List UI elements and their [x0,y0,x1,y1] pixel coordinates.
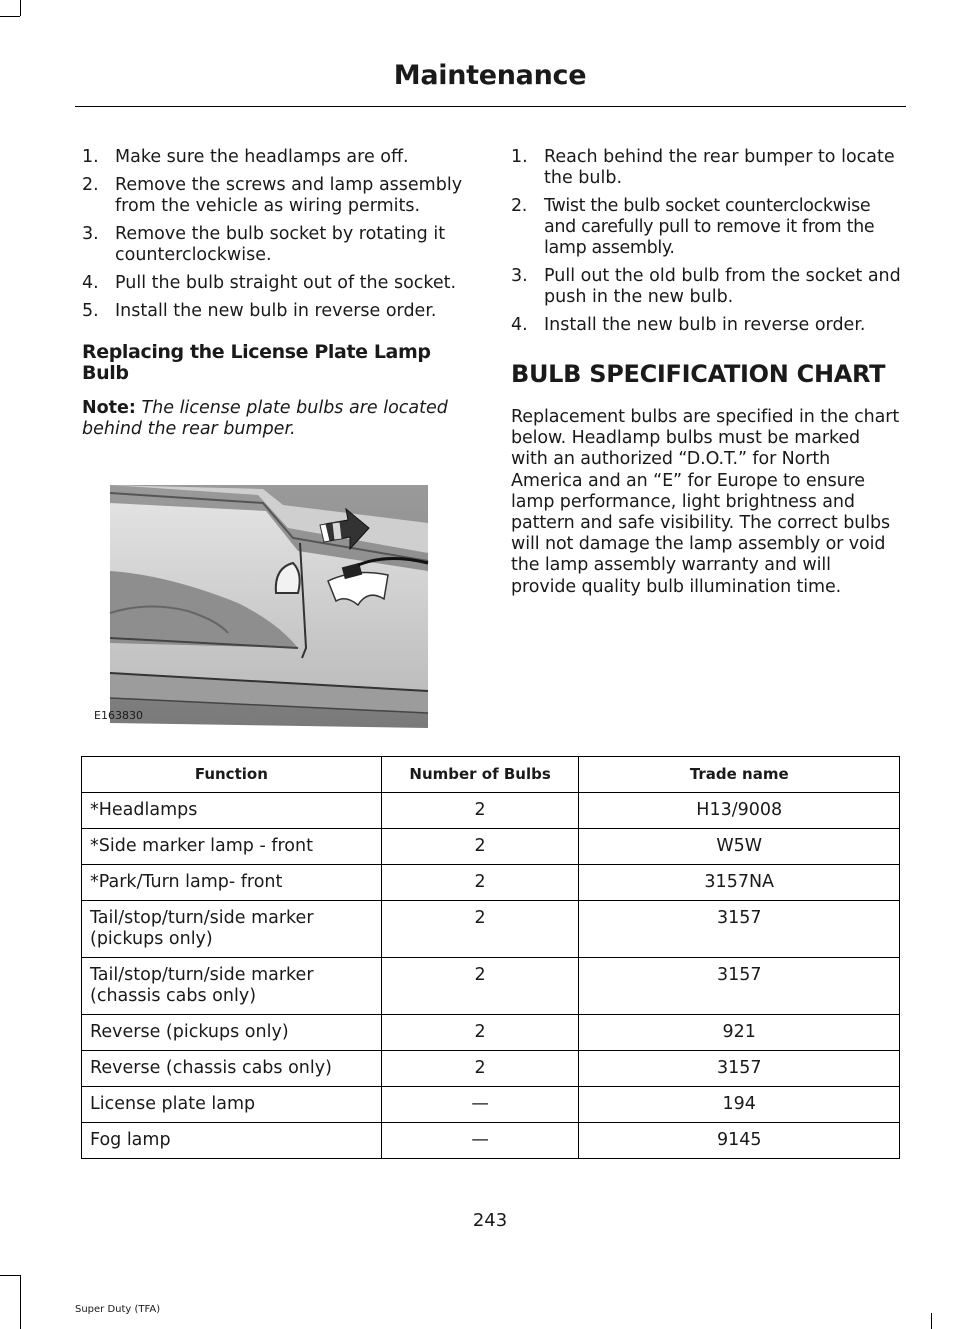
crop-mark [20,0,21,16]
table-row [82,1123,900,1159]
list-item [82,175,472,217]
step-number: 5. [82,301,99,321]
note-label: Note: [82,398,136,418]
step-text: Install the new bulb in reverse order. [115,301,437,321]
step-number: 2. [511,196,527,216]
step-text: Make sure the headlamps are off. [115,147,409,167]
license-plate-lamp-illustration [88,483,433,730]
column-header-trade-name: Trade name [579,757,900,793]
bulb-count-cell: — [381,1123,579,1159]
bumper-illustration [88,483,433,730]
bulb-count-cell: — [381,1087,579,1123]
table-row [82,1087,900,1123]
trade-name-cell: 3157 [579,901,900,958]
trade-name-cell: 194 [579,1087,900,1123]
table-row [82,901,900,958]
list-item [82,224,472,266]
step-text: Remove the bulb socket by rotating it counterclockwise. [115,224,446,265]
step-text: Pull the bulb straight out of the socket. [115,273,457,293]
headlamp-steps-list [82,147,472,322]
function-cell: *Side marker lamp - front [82,829,382,865]
list-item [511,266,901,308]
bulb-count-cell: 2 [381,793,579,829]
function-cell: Tail/stop/turn/side marker (pickups only) [82,901,382,958]
left-column [82,147,472,440]
table-row [82,793,900,829]
bulb-count-cell: 2 [381,1051,579,1087]
function-cell: Reverse (pickups only) [82,1015,382,1051]
table-row [82,958,900,1015]
function-cell: *Headlamps [82,793,382,829]
list-item [82,147,472,168]
column-header-function: Function [82,757,382,793]
bulb-chart-intro: Replacement bulbs are specified in the chart below. Headlamp bulbs must be marked with an authorized “D.O.T.” for North America and an “E” for Europe to ensure lamp performance, light brightness and pattern and safe visibility. The correct bulbs will not damage the lamp assembly or void the lamp assembly warranty and will provide quality bulb illumination time. [511,407,900,597]
table-row [82,865,900,901]
crop-mark [931,1313,932,1329]
step-number: 1. [511,147,528,167]
page-title: Maintenance [393,60,587,91]
bulb-count-cell: 2 [381,829,579,865]
list-item [511,315,901,336]
right-column [511,147,901,598]
footer-text: Super Duty (TFA) [75,1304,161,1315]
step-text: Reach behind the rear bumper to locate the bulb. [544,147,895,188]
trade-name-cell: 3157NA [579,865,900,901]
bulb-count-cell: 2 [381,865,579,901]
bulb-count-cell: 2 [381,1015,579,1051]
step-number: 4. [82,273,99,293]
page-number: 243 [472,1210,508,1231]
bulb-count-cell: 2 [381,901,579,958]
list-item [511,147,901,189]
step-text: Install the new bulb in reverse order. [544,315,866,335]
function-cell: Fog lamp [82,1123,382,1159]
step-number: 1. [82,147,99,167]
crop-mark [0,1275,20,1276]
trade-name-cell: H13/9008 [579,793,900,829]
trade-name-cell: 3157 [579,1051,900,1087]
note [82,398,472,440]
crop-mark [0,16,20,17]
function-cell: Reverse (chassis cabs only) [82,1051,382,1087]
list-item [82,301,472,322]
step-text: Pull out the old bulb from the socket and push in the new bulb. [544,266,901,307]
bulb-chart-title: BULB SPECIFICATION CHART [511,360,886,388]
function-cell: Tail/stop/turn/side marker (chassis cabs only) [82,958,382,1015]
list-item [82,273,472,294]
trade-name-cell: 9145 [579,1123,900,1159]
trade-name-cell: 3157 [579,958,900,1015]
license-plate-heading: Replacing the License Plate Lamp Bulb [82,341,431,384]
step-number: 4. [511,315,528,335]
table-row [82,1015,900,1051]
function-cell: *Park/Turn lamp- front [82,865,382,901]
function-cell: License plate lamp [82,1087,382,1123]
license-lamp-steps-list [511,147,901,336]
step-number: 2. [82,175,99,195]
step-number: 3. [82,224,99,244]
bulb-specification-table [81,756,900,1159]
table-header-row [82,757,900,793]
step-text: Remove the screws and lamp assembly from the vehicle as wiring permits. [115,175,463,216]
figure-code: E163830 [94,709,143,722]
crop-mark [20,1275,21,1329]
table-row [82,829,900,865]
trade-name-cell: W5W [579,829,900,865]
column-header-number-of-bulbs: Number of Bulbs [381,757,579,793]
step-number: 3. [511,266,528,286]
note-text: The license plate bulbs are located behind the rear bumper. [82,398,448,439]
step-text: Twist the bulb socket counterclockwise and carefully pull to remove it from the lamp assembly. [544,196,875,258]
header-divider [75,106,906,107]
list-item [511,196,901,259]
trade-name-cell: 921 [579,1015,900,1051]
table-row [82,1051,900,1087]
bulb-count-cell: 2 [381,958,579,1015]
